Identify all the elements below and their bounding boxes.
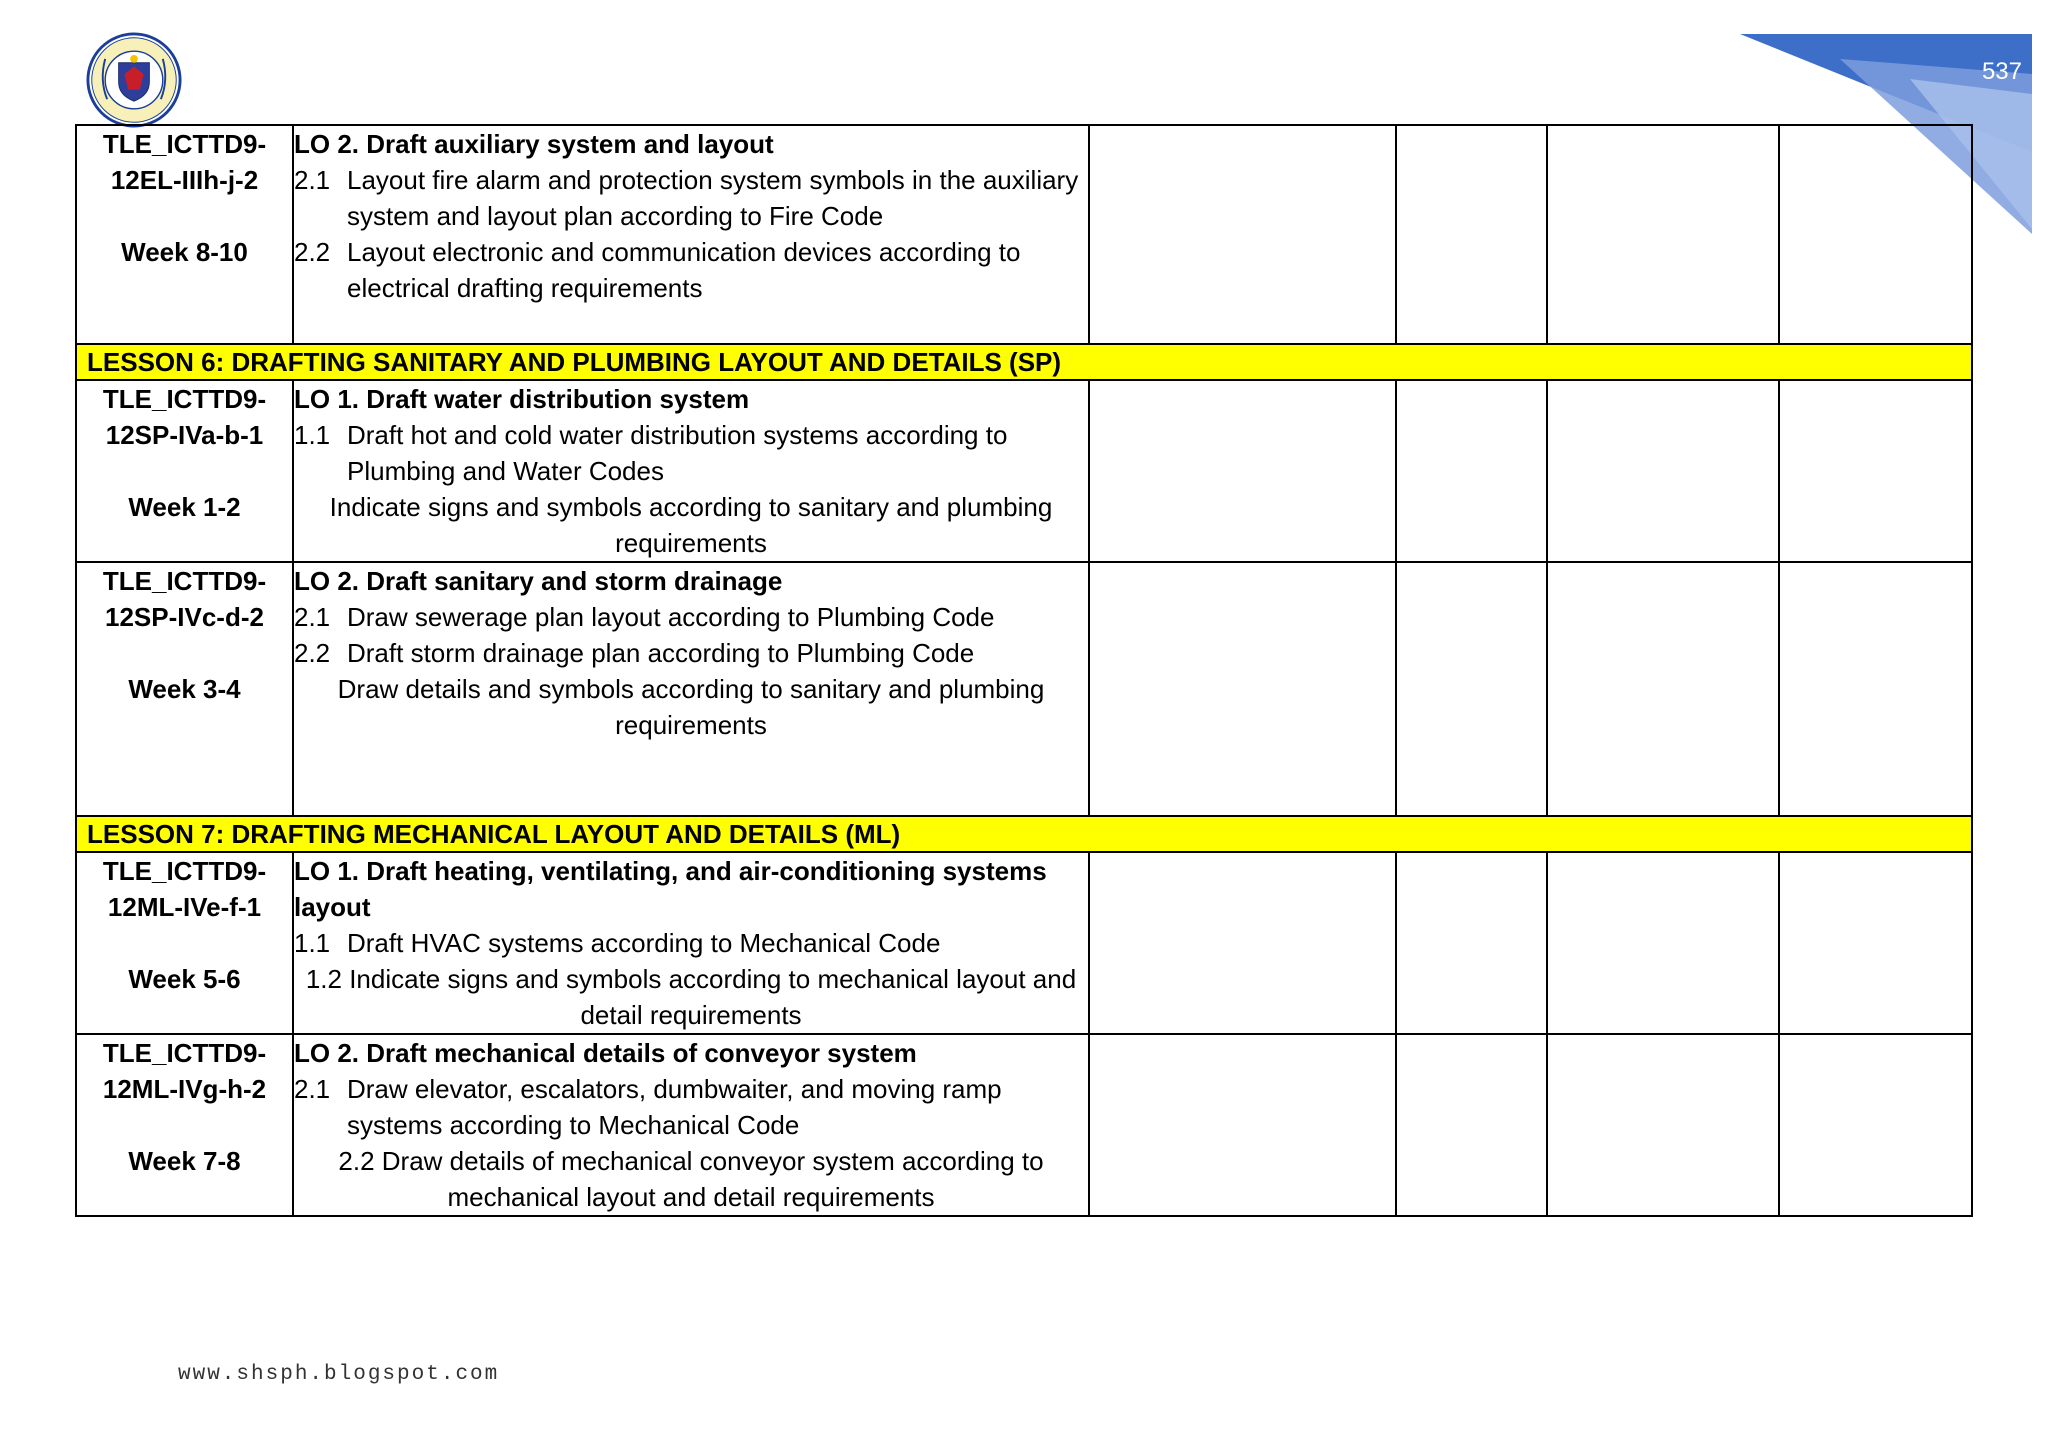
lesson-header: LESSON 7: DRAFTING MECHANICAL LAYOUT AND DETAILS (ML) [76, 816, 1972, 852]
week-label: Week 3-4 [128, 674, 241, 704]
item-text: Draft storm drainage plan according to Plumbing Code [347, 638, 975, 668]
item-number: 2.1 [294, 1074, 331, 1104]
code-line1: TLE_ICTTD9- [102, 566, 267, 596]
empty-cell [1779, 562, 1972, 816]
code-line2: 12SP-IVa-b-1 [105, 420, 264, 450]
deped-seal-logo [86, 32, 182, 128]
list-item [294, 162, 1088, 234]
empty-cell [1547, 380, 1779, 562]
list-item [294, 635, 1088, 671]
item-number: 1.1 [294, 928, 331, 958]
empty-cell [1089, 562, 1396, 816]
code-cell [76, 562, 293, 816]
lesson-header: LESSON 6: DRAFTING SANITARY AND PLUMBING LAYOUT AND DETAILS (SP) [76, 344, 1972, 380]
footer-url: www.shsph.blogspot.com [178, 1363, 500, 1386]
item-text: Draw sewerage plan layout according to Plumbing Code [347, 602, 995, 632]
item-number: 2.1 [294, 602, 331, 632]
table-row [76, 1034, 1972, 1216]
lo-cell [293, 125, 1089, 344]
list-item [294, 1071, 1088, 1143]
code-cell [76, 380, 293, 562]
code-line2: 12ML-IVe-f-1 [107, 892, 262, 922]
item-number: 2.2 [294, 638, 331, 668]
list-item [294, 234, 1088, 306]
item-text: Draft HVAC systems according to Mechanical Code [347, 928, 941, 958]
code-line2: 12SP-IVc-d-2 [105, 602, 264, 632]
empty-cell [1089, 1034, 1396, 1216]
centered-item: 2.2 Draw details of mechanical conveyor system according to mechanical layout and detail requirements [338, 1146, 1044, 1212]
code-line2: 12ML-IVg-h-2 [102, 1074, 267, 1104]
item-text: Draft hot and cold water distribution systems according to Plumbing and Water Codes [347, 420, 1008, 486]
item-number: 2.2 [294, 237, 331, 267]
lo-title: LO 1. Draft water distribution system [294, 384, 750, 414]
empty-cell [1396, 562, 1547, 816]
empty-cell [1547, 1034, 1779, 1216]
empty-cell [1547, 562, 1779, 816]
lo-title: LO 2. Draft mechanical details of conveyor system [294, 1038, 917, 1068]
code-cell [76, 125, 293, 344]
lo-title: LO 1. Draft heating, ventilating, and air-conditioning systems layout [294, 856, 1047, 922]
week-label: Week 8-10 [121, 237, 248, 267]
code-cell [76, 1034, 293, 1216]
week-label: Week 5-6 [128, 964, 241, 994]
empty-cell [1089, 125, 1396, 344]
empty-cell [1396, 380, 1547, 562]
week-label: Week 1-2 [128, 492, 241, 522]
code-line2: 12EL-IIIh-j-2 [110, 165, 259, 195]
item-text: Layout electronic and communication devices according to electrical drafting requirements [347, 237, 1021, 303]
empty-cell [1396, 1034, 1547, 1216]
item-number: 1.1 [294, 420, 331, 450]
centered-item: Indicate signs and symbols according to sanitary and plumbing requirements [329, 492, 1053, 558]
lo-cell [293, 852, 1089, 1034]
table-row [76, 852, 1972, 1034]
empty-cell [1779, 380, 1972, 562]
centered-item: 1.2 Indicate signs and symbols according to mechanical layout and detail requirements [305, 964, 1077, 1030]
centered-item: Draw details and symbols according to sanitary and plumbing requirements [337, 674, 1045, 740]
empty-cell [1089, 852, 1396, 1034]
lesson-header-row [76, 344, 1972, 380]
week-label: Week 7-8 [128, 1146, 241, 1176]
curriculum-table [75, 124, 1973, 1217]
code-cell [76, 852, 293, 1034]
lo-cell [293, 562, 1089, 816]
code-line1: TLE_ICTTD9- [102, 384, 267, 414]
list-item [294, 599, 1088, 635]
item-text: Draw elevator, escalators, dumbwaiter, and moving ramp systems according to Mechanical Code [347, 1074, 1002, 1140]
list-item [294, 417, 1088, 489]
empty-cell [1547, 125, 1779, 344]
item-text: Layout fire alarm and protection system symbols in the auxiliary system and layout plan according to Fire Code [347, 165, 1079, 231]
list-item [294, 925, 1088, 961]
table-row [76, 562, 1972, 816]
empty-cell [1547, 852, 1779, 1034]
code-line1: TLE_ICTTD9- [102, 856, 267, 886]
lo-cell [293, 380, 1089, 562]
page-number: 537 [1981, 58, 2022, 85]
lo-cell [293, 1034, 1089, 1216]
empty-cell [1779, 1034, 1972, 1216]
table-row [76, 380, 1972, 562]
lesson-header-row [76, 816, 1972, 852]
empty-cell [1779, 852, 1972, 1034]
item-number: 2.1 [294, 165, 331, 195]
code-line1: TLE_ICTTD9- [102, 129, 267, 159]
table-row [76, 125, 1972, 344]
lo-title: LO 2. Draft auxiliary system and layout [294, 129, 774, 159]
empty-cell [1396, 125, 1547, 344]
empty-cell [1396, 852, 1547, 1034]
empty-cell [1089, 380, 1396, 562]
code-line1: TLE_ICTTD9- [102, 1038, 267, 1068]
empty-cell [1779, 125, 1972, 344]
lo-title: LO 2. Draft sanitary and storm drainage [294, 566, 783, 596]
